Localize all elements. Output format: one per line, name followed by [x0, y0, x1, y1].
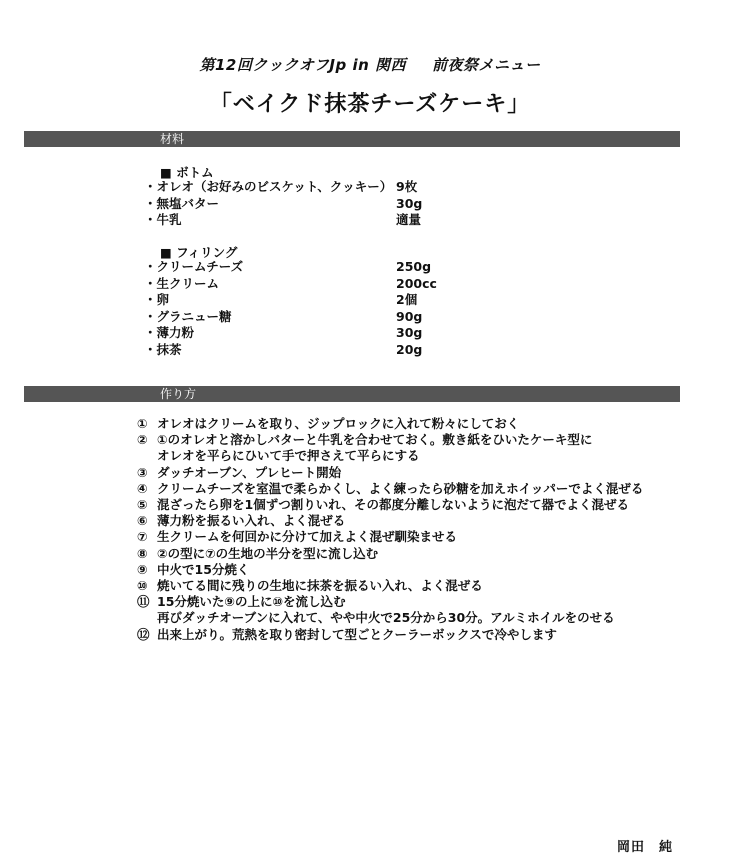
method-step [137, 416, 643, 432]
step-text: 15分焼いた⑨の上に⑩を流し込む [157, 594, 346, 610]
ingredient-row [144, 259, 432, 276]
ingredient-row [144, 195, 423, 213]
method-step [137, 481, 643, 497]
ingredient-row [144, 292, 418, 309]
step-text: ①のオレオと溶かしバターと牛乳を合わせておく。敷き紙をひいたケーキ型に [157, 432, 593, 448]
step-number: ⑦ [137, 529, 148, 545]
ingredient-qty: 20g [396, 341, 423, 357]
step-text: ダッチオーブン、プレヒート開始 [157, 464, 342, 480]
ingredient-qty: 200cc [396, 275, 437, 291]
bottom-ingredient-list [144, 179, 423, 229]
step-text: ②の型に⑦の生地の半分を型に流し込む [157, 545, 379, 561]
bottom-group-label: ■ ボトム [160, 165, 214, 180]
ingredient-qty: 2個 [396, 292, 418, 307]
ingredient-row [144, 308, 423, 326]
method-step [137, 594, 643, 626]
method-step [137, 546, 643, 562]
step-number: ③ [137, 464, 148, 480]
step-number: ④ [137, 480, 148, 496]
ingredient-qty: 90g [396, 308, 423, 324]
method-heading-bar [24, 386, 680, 402]
ingredient-row [144, 325, 423, 342]
method-step [137, 497, 643, 513]
step-number: ⑤ [137, 497, 148, 513]
ingredient-qty: 30g [396, 325, 423, 340]
ingredient-name: ・生クリーム [144, 275, 220, 291]
step-text: 中火で15分焼く [157, 561, 250, 577]
ingredient-name: ・牛乳 [144, 212, 182, 227]
menu-label: 前夜祭メニュー [432, 56, 541, 74]
ingredient-name: ・グラニュー糖 [144, 308, 232, 324]
step-text-continued: 再びダッチオーブンに入れて、やや中火で25分から30分。アルミホイルをのせる [157, 610, 615, 626]
ingredient-name: ・卵 [144, 292, 170, 307]
step-number: ⑫ [137, 626, 150, 642]
step-text: 薄力粉を振るい入れ、よく混ぜる [157, 513, 346, 529]
step-text-continued: オレオを平らにひいて手で押さえて平らにする [157, 448, 420, 464]
step-number: ⑪ [137, 594, 150, 610]
ingredient-qty: 250g [396, 259, 432, 274]
step-text: クリームチーズを室温で柔らかくし、よく練ったら砂糖を加えホイッパーでよく混ぜる [157, 480, 644, 496]
step-number: ② [137, 432, 148, 448]
ingredient-name: ・無塩バター [144, 195, 220, 211]
step-number: ⑩ [137, 578, 148, 594]
filling-ingredient-list [144, 259, 437, 358]
filling-group-label: ■ フィリング [160, 245, 238, 260]
ingredients-heading: 材料 [160, 132, 185, 146]
step-number: ⑥ [137, 513, 148, 529]
method-step [137, 578, 643, 594]
method-step [137, 627, 643, 643]
ingredient-row [144, 212, 422, 229]
method-step [137, 529, 643, 545]
method-step [137, 562, 643, 578]
step-text: 焼いてる間に残りの生地に抹茶を振るい入れ、よく混ぜる [157, 578, 483, 594]
ingredient-name: ・抹茶 [144, 341, 182, 357]
ingredient-qty: 適量 [396, 212, 422, 227]
method-step [137, 465, 643, 481]
ingredient-qty: 9枚 [396, 179, 418, 194]
step-number: ⑨ [137, 561, 148, 577]
ingredient-row [144, 341, 423, 359]
method-step [137, 432, 643, 464]
method-heading: 作り方 [160, 387, 197, 401]
step-text: 混ざったら卵を1個ずつ割りいれ、その都度分離しないように泡だて器でよく混ぜる [157, 497, 629, 513]
ingredient-name: ・オレオ（お好みのビスケット、クッキー） [144, 179, 393, 194]
step-number: ⑧ [137, 545, 148, 561]
step-number: ① [137, 416, 148, 431]
recipe-title: 「ベイクド抹茶チーズケーキ」 [209, 92, 531, 117]
author-name: 岡田 純 [617, 840, 674, 855]
ingredient-row [144, 275, 437, 293]
step-text: 出来上がり。荒熱を取り密封して型ごとクーラーボックスで冷やします [157, 626, 557, 642]
step-text: オレオはクリームを取り、ジップロックに入れて粉々にしておく [157, 416, 520, 431]
ingredients-heading-bar [24, 131, 680, 147]
ingredient-name: ・薄力粉 [144, 325, 195, 340]
method-step-list [137, 416, 643, 643]
step-text: 生クリームを何回かに分けて加えよく混ぜ馴染ませる [157, 529, 458, 545]
method-step [137, 513, 643, 529]
ingredient-row [144, 179, 418, 196]
event-name: 第12回クックオフJp in 関西 [199, 56, 406, 74]
event-subtitle [0, 54, 740, 75]
ingredient-qty: 30g [396, 195, 423, 211]
ingredient-name: ・クリームチーズ [144, 259, 244, 274]
